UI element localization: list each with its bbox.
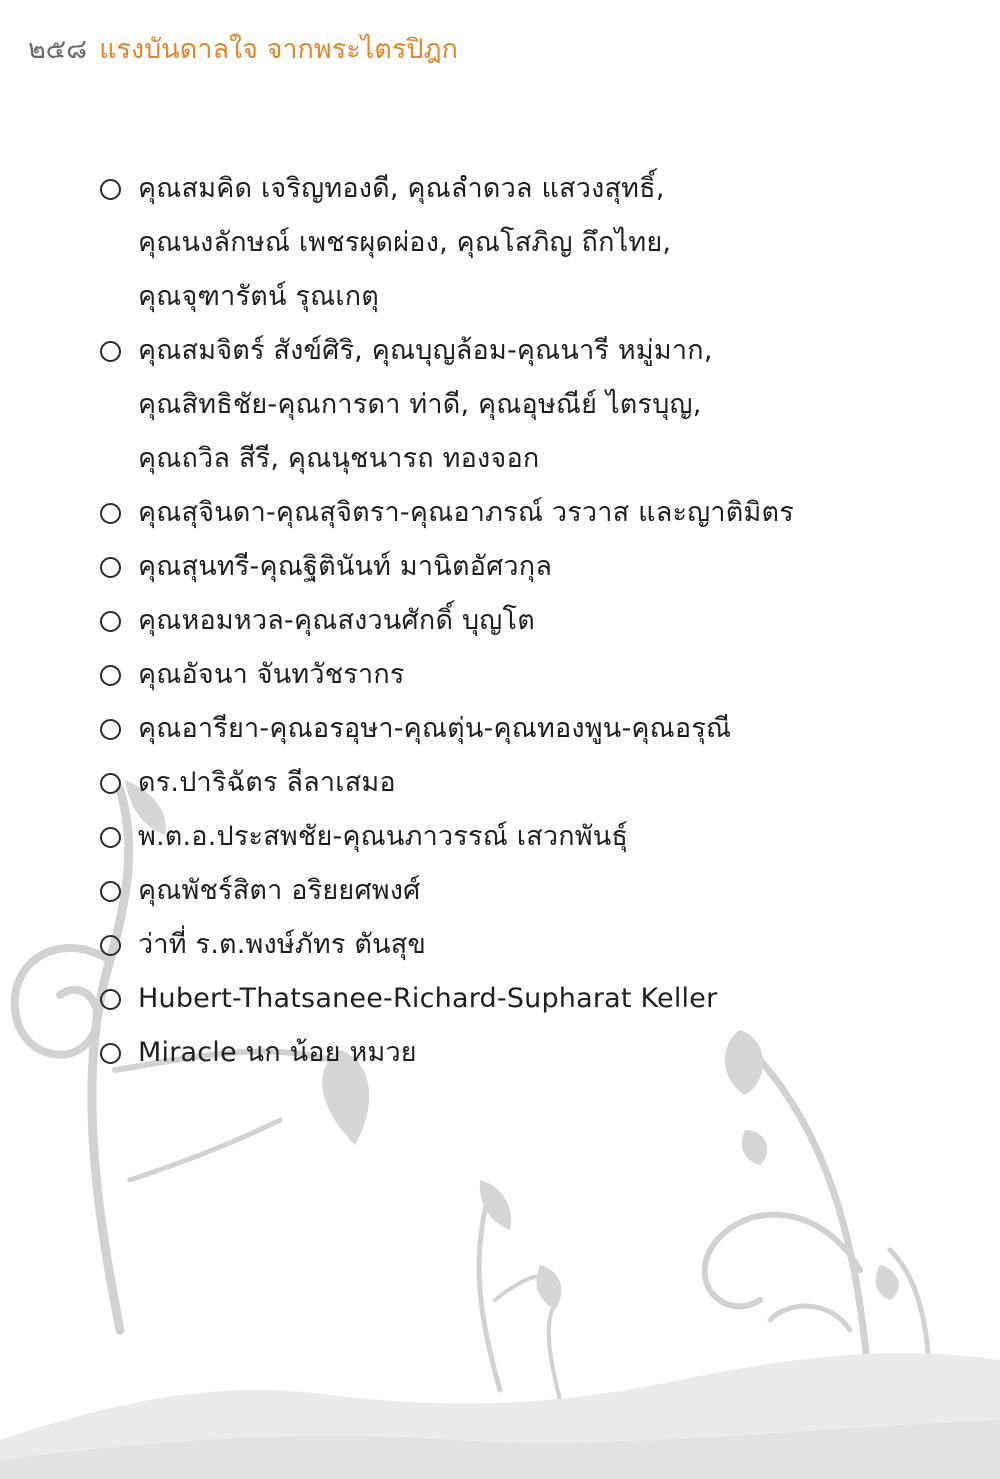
entry-line: คุณสุจินดา-คุณสุจิตรา-คุณอาภรณ์ วรวาส และญาติมิตร [138, 497, 794, 528]
entry-line: คุณจุฑารัตน์ รุณเกตุ [138, 281, 380, 312]
circle-bullet-icon [100, 179, 121, 200]
list-item [100, 648, 794, 702]
circle-bullet-icon [100, 935, 121, 956]
entry-line: คุณสมคิด เจริญทองดี, คุณลำดวล แสวงสุทธิ์, [138, 173, 665, 204]
list-item [100, 486, 794, 540]
entry-line: คุณสุนทรี-คุณฐิตินันท์ มานิตอัศวกุล [138, 551, 553, 582]
entry-line: คุณสิทธิชัย-คุณการดา ท่าดี, คุณอุษณีย์ ไตรบุญ, [138, 389, 702, 420]
circle-bullet-icon [100, 665, 121, 686]
list-item [100, 972, 794, 1026]
circle-bullet-icon [100, 611, 121, 632]
circle-bullet-icon [100, 341, 121, 362]
entry-line: คุณพัชร์สิตา อริยยศพงศ์ [138, 875, 421, 906]
entry-line: คุณนงลักษณ์ เพชรผุดผ่อง, คุณโสภิญ ถึกไทย, [138, 227, 672, 258]
list-item [100, 810, 794, 864]
entry-line: คุณอารียา-คุณอรอุษา-คุณตุ่น-คุณทองพูน-คุณอรุณี [138, 713, 732, 744]
list-item [100, 162, 794, 324]
circle-bullet-icon [100, 719, 121, 740]
entry-line: คุณอัจนา จันทวัชรากร [138, 659, 405, 690]
entry-line: คุณถวิล สีรี, คุณนุชนารถ ทองจอก [138, 443, 540, 474]
page-number: ๒๕๘ [28, 34, 88, 65]
circle-bullet-icon [100, 881, 121, 902]
list-item [100, 864, 794, 918]
list-item [100, 702, 794, 756]
entry-line: คุณหอมหวล-คุณสงวนศักดิ์ บุญโต [138, 605, 535, 636]
book-title: แรงบันดาลใจ จากพระไตรปิฎก [99, 34, 458, 65]
circle-bullet-icon [100, 557, 121, 578]
entry-line: Hubert-Thatsanee-Richard-Supharat Keller [138, 983, 718, 1014]
entry-line: พ.ต.อ.ประสพชัย-คุณนภาวรรณ์ เสวกพันธุ์ [138, 821, 629, 852]
circle-bullet-icon [100, 503, 121, 524]
list-item [100, 756, 794, 810]
circle-bullet-icon [100, 989, 121, 1010]
list-item [100, 1026, 794, 1080]
page-header [28, 30, 458, 70]
list-item [100, 324, 794, 486]
entry-line: ว่าที่ ร.ต.พงษ์ภัทร ตันสุข [138, 929, 427, 960]
circle-bullet-icon [100, 827, 121, 848]
list-item [100, 540, 794, 594]
entry-line: ดร.ปาริฉัตร ลีลาเสมอ [138, 767, 396, 798]
list-item [100, 594, 794, 648]
donor-list [100, 162, 794, 1080]
entry-line: คุณสมจิตร์ สังข์ศิริ, คุณบุญล้อม-คุณนารี หมู่มาก, [138, 335, 713, 366]
list-item [100, 918, 794, 972]
entry-line: Miracle นก น้อย หมวย [138, 1037, 417, 1068]
circle-bullet-icon [100, 773, 121, 794]
circle-bullet-icon [100, 1043, 121, 1064]
